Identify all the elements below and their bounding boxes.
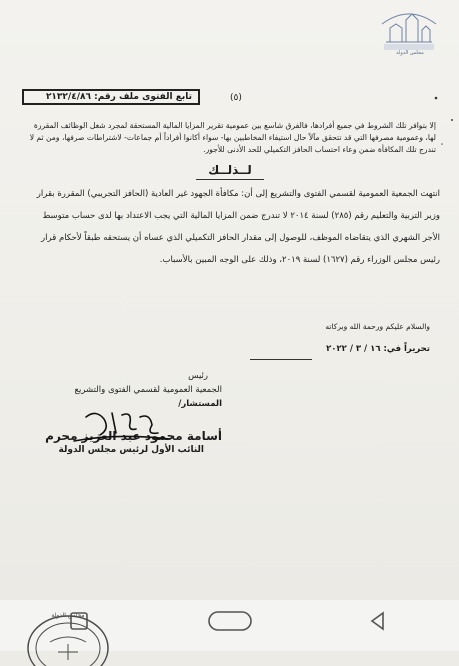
logo-caption: مجلس الدولة (396, 50, 424, 56)
signatory-name: أسامة محمود عبد العزيز محرم (45, 429, 222, 443)
ruling-paragraph: انتهت الجمعية العمومية لقسمي الفتوى والتشريع إلى أن: مكافأة الجهود غير العادية (الحافز التجريبي) المقررة بقرار وزير التربية والتعليم رقم (٢٨٥) لسنة ٢٠١٤ لا تندرج ضمن المزايا المالية التي يجب الاعتداد بها لدى حساب متوسط الأجر الشهري الذي يتقاضاه الموظف، للوصول إلى مقدار الحافز التكميلي الذي عساه أن يستحقه طبقاً لأحكام قرار رئيس مجلس الوزراء رقم (١٦٢٧) لسنة ٢٠١٩، وذلك على الوجه المبين بالأسباب. (36, 189, 440, 265)
closing-greeting: والسلام عليكم ورحمة الله وبركاته (325, 322, 430, 331)
handwritten-signature (66, 405, 176, 455)
signature-role: رئيس (188, 371, 208, 381)
therefore-heading: لــذلــك (208, 163, 252, 177)
back-icon[interactable] (367, 610, 389, 632)
state-council-logo (376, 6, 442, 52)
home-icon[interactable] (207, 609, 253, 633)
signatory-title: النائب الأول لرئيس مجلس الدولة (58, 445, 204, 455)
date-underline (250, 359, 312, 360)
heading-underline (196, 179, 264, 180)
fatwa-file-header: تابع الفتوى ملف رقم: ٢١٣٢/٤/٨٦ (22, 89, 200, 105)
counselor-label: المستشار/ (178, 399, 222, 409)
page-number: (٥) (230, 93, 242, 103)
seal-caption: مجلس الدولة (51, 612, 85, 619)
signature-assembly: الجمعية العمومية لقسمي الفتوى والتشريع (74, 385, 222, 395)
reasoning-paragraph: إلا بتوافر تلك الشروط في جميع أفرادها، فالفرق شاسع بين عمومية تقرير المزايا المالية المستحقة لمجرد شغل الوظائف المقررة لها، وعمومية مصرفها التي قد تتحقق مآلاً حال استيفاء المخاطبين بها- سواء أكانوا أفراداً أم جماعات- لاشتراطات صرفها، ومن ثم لا تندرج تلك المكافأة ضمن وعاء احتساب الحافز التكميلي للحد الأدنى للأجور. (29, 121, 436, 154)
issue-date: تحريراً في: ١٦ / ٣ / ٢٠٢٢ (326, 344, 430, 354)
